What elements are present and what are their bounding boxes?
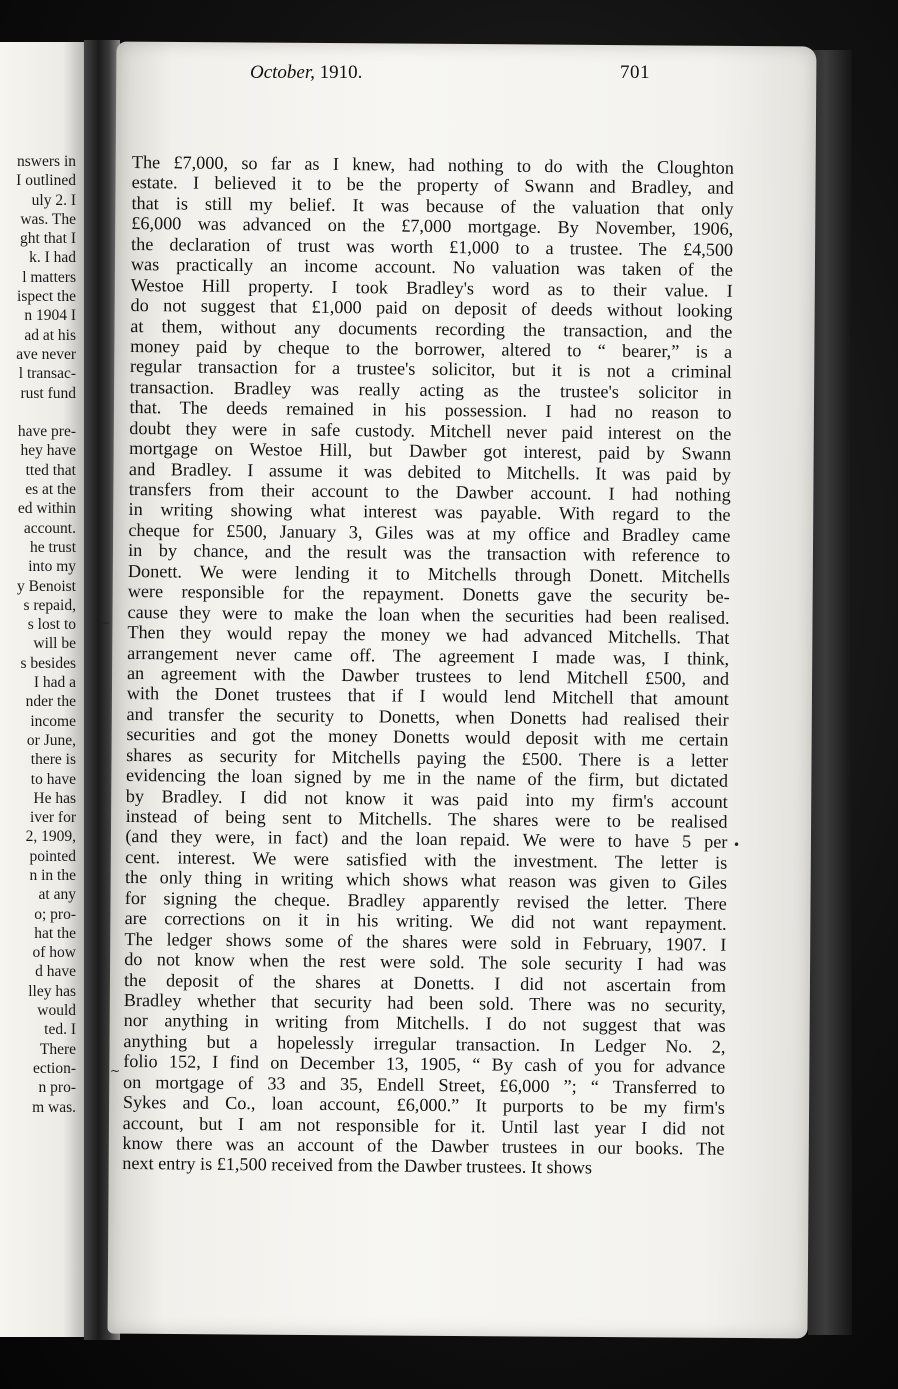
facing-page-edge [0, 42, 90, 1337]
text-line: The ledger shows some of the shares were sold in February, 1907. I [124, 928, 727, 955]
text-line: £6,000 was advanced on the £7,000 mortgage. By November, 1906, [131, 213, 734, 240]
text-line: at them, without any documents recording the transaction, and the [130, 315, 733, 342]
facing-page-line: s besides [20, 654, 76, 672]
facing-page-line: ght that I [20, 230, 76, 248]
facing-page-line: I had a [33, 674, 76, 692]
text-line: shares as security for Mitchells paying the £500. There is a letter [126, 744, 729, 771]
margin-dot: • [733, 838, 741, 852]
facing-page-line: l matters [22, 268, 76, 286]
facing-page-line: of how [32, 944, 76, 962]
text-line: were responsible for the repayment. Donetts gave the security be- [127, 581, 730, 607]
facing-page-line: was. The [20, 210, 76, 228]
facing-page-line: to have [30, 770, 76, 788]
facing-page-line: es at the [25, 481, 76, 499]
text-line: doubt they were in safe custody. Mitchell never paid interest on the [129, 417, 732, 444]
facing-page-text [0, 152, 76, 1117]
text-line: cheque for £500, January 3, Giles was at my office and Bradley came [128, 519, 731, 546]
facing-page-line: ted. I [44, 1021, 76, 1039]
facing-page-line: pointed [29, 847, 76, 865]
page-number: 701 [620, 62, 650, 83]
facing-page-line: d have [35, 963, 76, 981]
facing-page-line: s repaid, [23, 596, 76, 614]
text-line: Donett. We were lending it to Mitchells through Donett. Mitchells [127, 560, 731, 587]
text-line: (and they were, in fact) and the loan repaid. We were to have 5 per [125, 826, 728, 853]
facing-page-line: will be [33, 635, 76, 653]
text-line: cent. interest. We were satisfied with the investment. The letter is [125, 846, 728, 873]
text-line: cause they were to make the loan when the securities had been realised. [127, 601, 730, 628]
facing-page-line: tted that [25, 461, 76, 479]
text-line: mortgage on Westoe Hill, but Dawber got interest, paid by Swann [129, 438, 732, 464]
text-line: Then they would repay the money we had advanced Mitchells. That [127, 622, 730, 648]
facing-page-line: ad at his [24, 326, 76, 344]
text-line: money paid by cheque to the borrower, altered to “ bearer,” is a [130, 335, 733, 362]
text-line: Sykes and Co., loan account, £6,000.” It purports to be my firm's [122, 1092, 725, 1118]
facing-page-line: there is [30, 751, 76, 769]
facing-page-line: into my [28, 558, 76, 576]
text-line: for signing the cheque. Bradley apparently revised the letter. There [124, 887, 727, 914]
facing-page-line: m was. [32, 1098, 76, 1116]
facing-page-line: n pro- [38, 1079, 76, 1097]
facing-page-line: 2, 1909, [25, 828, 76, 846]
facing-page-line: k. I had [29, 249, 76, 267]
facing-page-line: l transac- [18, 365, 76, 383]
text-line: securities and got the money Donetts would deposit with me certain [126, 724, 729, 751]
facing-page-line: iver for [29, 809, 76, 827]
facing-page-line: rust fund [20, 384, 76, 402]
facing-page-line [0, 403, 76, 422]
text-line: by Bradley. I did not know it was paid into my firm's account [125, 785, 728, 812]
running-head-year: 1910. [319, 62, 363, 83]
facing-page-line: ed within [17, 500, 76, 518]
facing-page-line: He has [33, 789, 76, 807]
text-line: with the Donet trustees that if I would lend Mitchell that amount [126, 683, 729, 710]
facing-page-line: hey have [20, 442, 76, 460]
facing-page-line: There [39, 1040, 76, 1058]
running-head-date: October, 1910. [250, 62, 363, 83]
facing-page-line: uly 2. I [31, 191, 76, 209]
facing-page-line: lley has [28, 982, 76, 1000]
text-line: anything but a hopelessly irregular transaction. In Ledger No. 2, [123, 1030, 726, 1057]
facing-page-line: n 1904 I [24, 307, 76, 325]
text-line: arrangement never came off. The agreement I made was, I think, [127, 642, 730, 669]
text-line: Bradley whether that security had been sold. There was no security, [123, 989, 726, 1016]
text-line: the only thing in writing which shows what reason was given to Giles [124, 867, 728, 894]
text-line: next entry is £1,500 received from the Dawber trustees. It shows [122, 1153, 593, 1178]
facing-page-line: nder the [25, 693, 76, 711]
text-line: was practically an income account. No valuation was taken of the [130, 254, 733, 280]
margin-tick: ~ [110, 1064, 121, 1078]
running-head [250, 62, 650, 84]
text-line: that. The deeds remained in his possession. I had no reason to [129, 397, 732, 424]
text-line: the deposit of the shares at Donetts. I did not ascertain from [123, 969, 727, 996]
facing-page-line: would [37, 1002, 76, 1020]
text-line: do not know when the rest were sold. The sole security I had was [124, 949, 727, 975]
facing-page-line: I outlined [16, 172, 76, 190]
text-line: in writing showing what interest was payable. With regard to the [128, 499, 731, 526]
text-line: in by chance, and the result was the transaction with reference to [128, 540, 731, 567]
facing-page-line: income [30, 712, 76, 730]
facing-page-line: account. [23, 519, 76, 537]
text-line: transaction. Bradley was really acting as the trustee's solicitor in [129, 376, 732, 403]
text-line: account, but I am not responsible for it. Until last year I did not [122, 1112, 725, 1139]
text-line: instead of being sent to Mitchells. The shares were to be realised [125, 805, 728, 832]
text-line: folio 152, I find on December 13, 1905, “ By cash of you for advance [123, 1051, 726, 1077]
facing-page-line: at any [38, 886, 76, 904]
facing-page-line: ispect the [17, 288, 76, 306]
body-text [122, 152, 734, 1180]
text-line: are corrections on it in his writing. We did not want repayment. [124, 908, 727, 934]
text-line: the declaration of trust was worth £1,000 to a trustee. The £4,500 [131, 233, 734, 260]
text-line: and Bradley. I assume it was debited to Mitchells. It was paid by [128, 458, 732, 485]
text-line: and transfer the security to Donetts, when Donetts had realised their [126, 703, 729, 730]
text-line: do not suggest that £1,000 paid on deposit of deeds without looking [130, 295, 733, 321]
facing-page-line: hat the [34, 924, 76, 942]
facing-page-line: s lost to [27, 616, 76, 634]
text-line: The £7,000, so far as I knew, had nothing to do with the Cloughton [131, 152, 734, 178]
facing-page-line: y Benoist [17, 577, 76, 595]
text-line: Westoe Hill property. I took Bradley's word as to their value. I [130, 274, 733, 301]
text-line: that is still my belief. It was because of the valuation that only [131, 192, 734, 219]
facing-page-line: ave never [16, 345, 76, 363]
running-head-month: October [250, 62, 311, 83]
facing-page-line: o; pro- [34, 905, 76, 923]
margin-tick: ~ [100, 616, 111, 630]
text-line: regular transaction for a trustee's solicitor, but it is not a criminal [129, 356, 733, 383]
facing-page-line: ection- [32, 1059, 76, 1077]
text-line: evidencing the loan signed by me in the name of the firm, but dictated [125, 765, 729, 791]
facing-page-line: or June, [26, 731, 76, 749]
facing-page-line: have pre- [17, 423, 76, 441]
facing-page-line: he trust [29, 538, 76, 556]
text-line: on mortgage of 33 and 35, Endell Street, £6,000 ”; “ Transferred to [122, 1071, 726, 1098]
facing-page-line: nswers in [17, 153, 76, 170]
text-line: estate. I believed it to be the property of Swann and Bradley, and [131, 172, 734, 199]
text-line: know there was an account of the Dawber trustees in our books. The [122, 1132, 725, 1159]
text-line: an agreement with the Dawber trustees to lend Mitchell £500, and [126, 662, 730, 689]
text-line: nor anything in writing from Mitchells. I do not suggest that was [123, 1010, 726, 1037]
text-line: transfers from their account to the Dawber account. I had nothing [128, 478, 731, 505]
facing-page-line: n in the [29, 866, 76, 884]
